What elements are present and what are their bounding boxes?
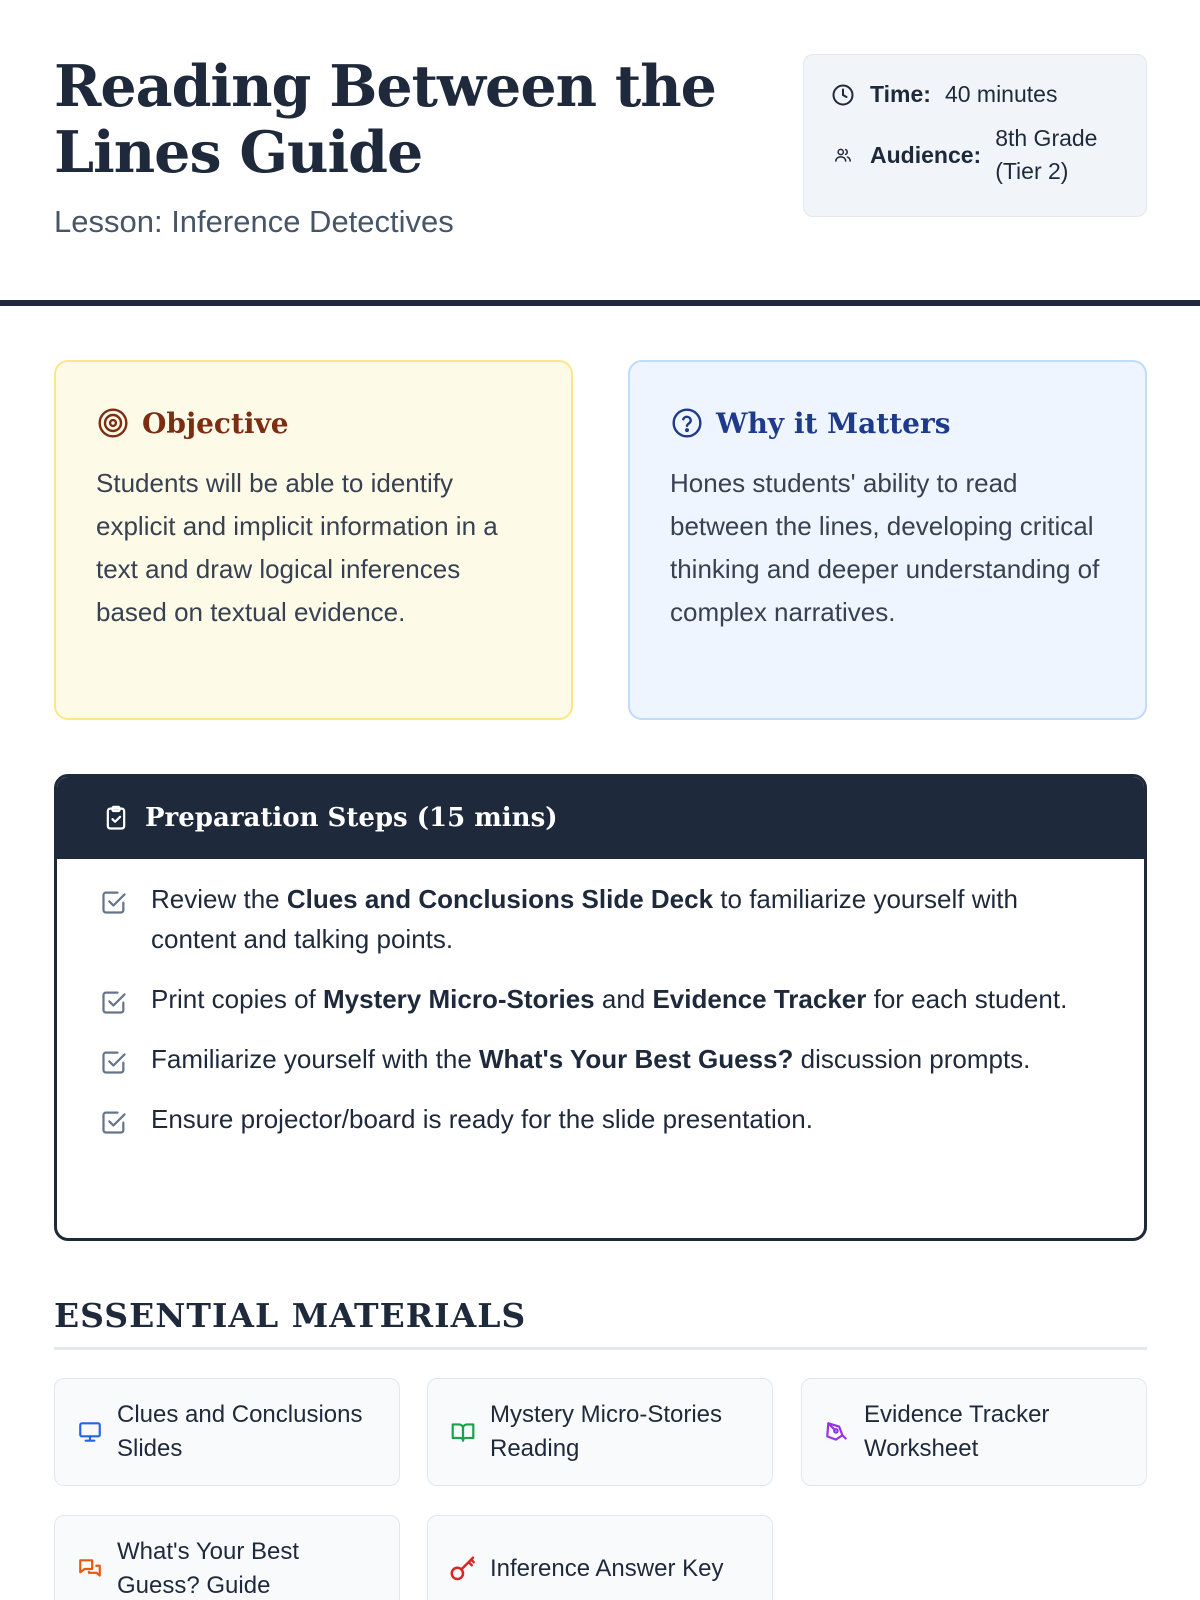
- checkbox-checked-icon: [99, 1047, 129, 1077]
- audience-label: Audience:: [870, 141, 982, 168]
- chat-bubbles-icon: [75, 1554, 105, 1584]
- help-circle-icon: [670, 406, 704, 440]
- clock-icon: [830, 82, 856, 108]
- material-card[interactable]: [54, 1515, 400, 1600]
- users-icon: [830, 142, 856, 168]
- why-title: Why it Matters: [716, 406, 951, 440]
- pen-tool-icon: [822, 1417, 852, 1447]
- preparation-header: [57, 777, 1144, 859]
- materials-divider: [54, 1347, 1147, 1350]
- audience-value: 8th Grade (Tier 2): [995, 125, 1098, 184]
- header: [54, 54, 1147, 300]
- material-card[interactable]: [427, 1378, 773, 1486]
- audience-row: [830, 122, 1120, 188]
- material-label: Clues and Conclusions Slides: [117, 1401, 363, 1462]
- checkbox-checked-icon: [99, 987, 129, 1017]
- why-heading: [670, 406, 1105, 440]
- material-label: What's Your Best Guess? Guide: [117, 1538, 300, 1599]
- monitor-icon: [75, 1417, 105, 1447]
- preparation-step-text: Ensure projector/board is ready for the slide presentation.: [151, 1104, 813, 1134]
- checkbox-checked-icon: [99, 1107, 129, 1137]
- lesson-subtitle: Lesson: Inference Detectives: [54, 204, 454, 239]
- key-icon: [448, 1554, 478, 1584]
- materials-heading: ESSENTIAL MATERIALS: [54, 1296, 527, 1335]
- objective-title: Objective: [142, 406, 289, 440]
- lesson-meta-box: [803, 54, 1147, 217]
- material-card[interactable]: [427, 1515, 773, 1600]
- preparation-step-text: Familiarize yourself with the What's Your Best Guess? discussion prompts.: [151, 1044, 1031, 1074]
- material-label: Evidence Tracker Worksheet: [864, 1401, 1050, 1462]
- objective-heading: [96, 406, 531, 440]
- material-label: Inference Answer Key: [490, 1555, 724, 1582]
- book-open-icon: [448, 1417, 478, 1447]
- header-divider: [0, 300, 1200, 306]
- objective-card: [54, 360, 573, 720]
- time-label: Time:: [870, 81, 931, 107]
- clipboard-check-icon: [101, 803, 131, 833]
- preparation-step: [99, 1039, 1104, 1079]
- preparation-step: [99, 1099, 1104, 1139]
- preparation-step-text: Review the Clues and Conclusions Slide Deck to familiarize yourself with content and talking points.: [151, 884, 1018, 954]
- preparation-step-text: Print copies of Mystery Micro-Stories and Evidence Tracker for each student.: [151, 984, 1068, 1014]
- target-icon: [96, 406, 130, 440]
- time-value: 40 minutes: [944, 81, 1058, 107]
- material-label: Mystery Micro-Stories Reading: [490, 1401, 723, 1462]
- why-text: Hones students' ability to read between the lines, developing critical thinking and deeper understanding of complex narratives.: [670, 468, 1100, 627]
- preparation-step: [99, 979, 1104, 1019]
- material-card[interactable]: [801, 1378, 1147, 1486]
- preparation-panel: [54, 774, 1147, 1241]
- material-card[interactable]: [54, 1378, 400, 1486]
- objective-text: Students will be able to identify explicit and implicit information in a text and draw logical inferences based on textual evidence.: [96, 468, 498, 627]
- checkbox-checked-icon: [99, 887, 129, 917]
- preparation-step: [99, 879, 1104, 959]
- time-row: [830, 81, 1120, 108]
- preparation-title: Preparation Steps (15 mins): [145, 803, 558, 833]
- preparation-list: [57, 859, 1144, 1139]
- why-it-matters-card: [628, 360, 1147, 720]
- page-title: Reading Between the Lines Guide: [54, 53, 716, 186]
